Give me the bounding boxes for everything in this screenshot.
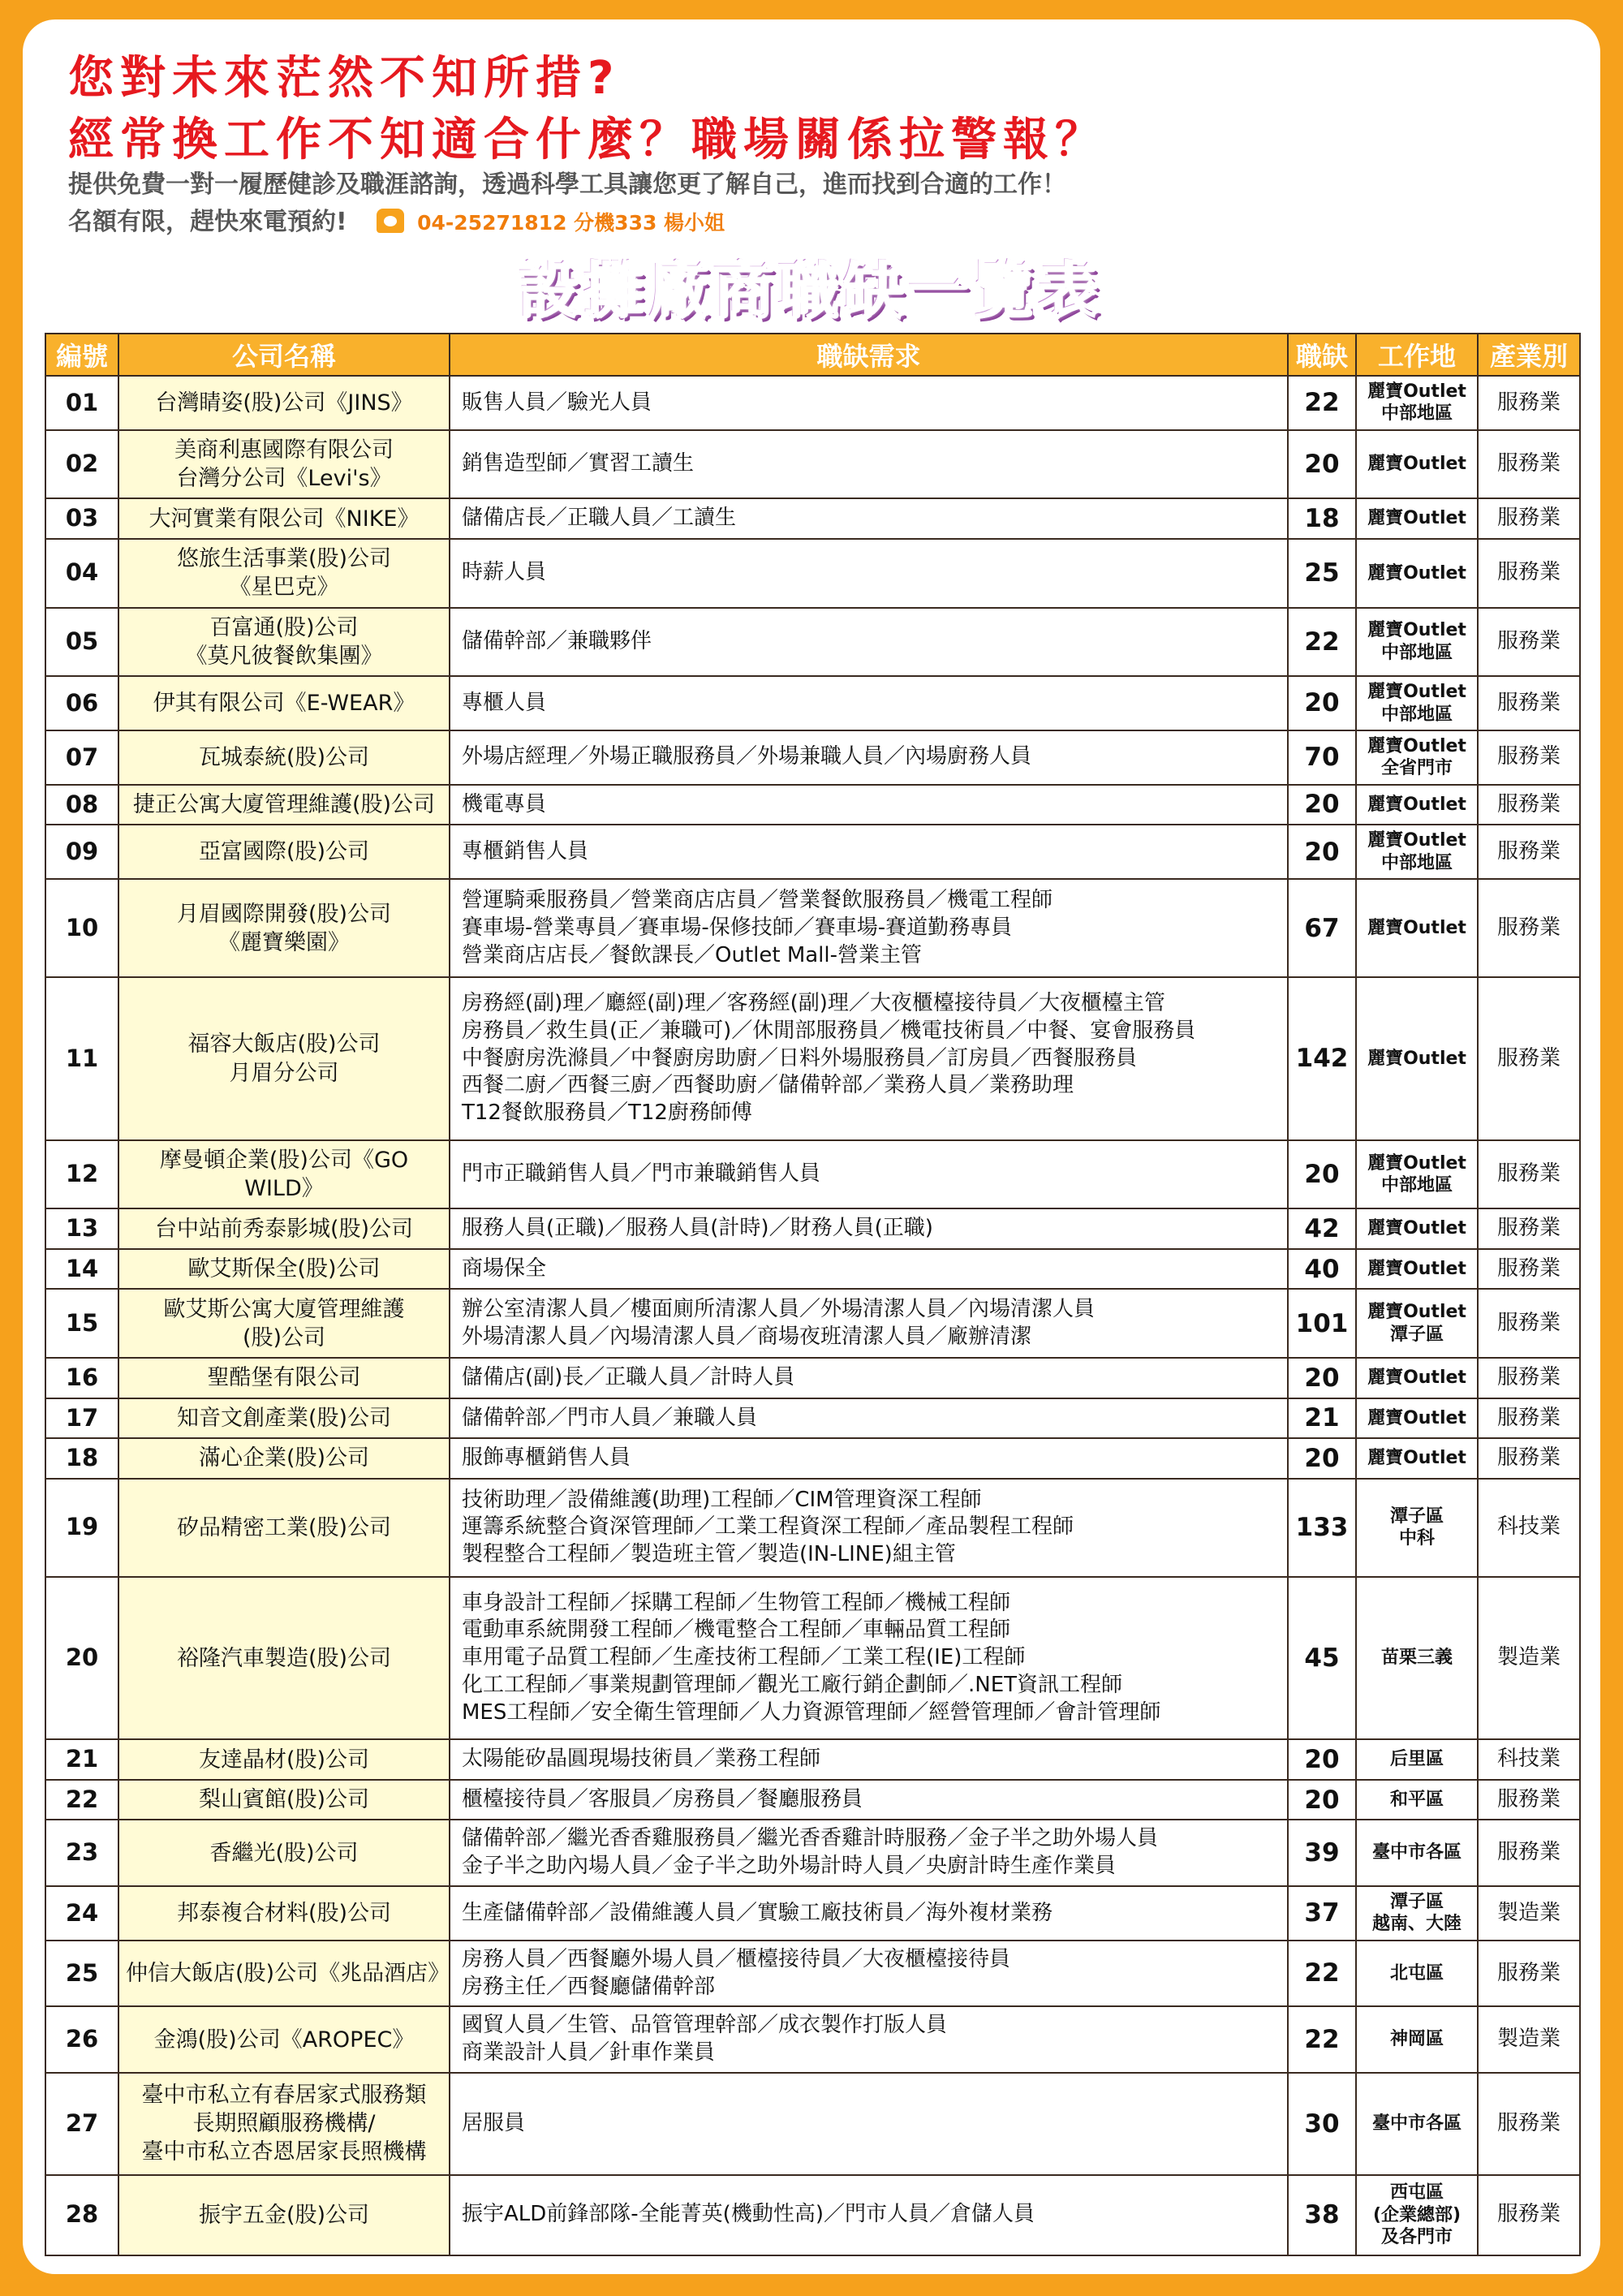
company-name xyxy=(118,676,450,730)
job-line: 商業設計人員／針車作業員 xyxy=(462,2040,716,2066)
table-row xyxy=(45,1820,1580,1886)
job-line: 專櫃銷售人員 xyxy=(462,838,589,864)
work-location: 麗寶Outlet xyxy=(1356,977,1478,1139)
table-row xyxy=(45,2006,1580,2073)
job-line: 儲備店(副)長／正職人員／計時人員 xyxy=(462,1364,795,1389)
industry: 服務業 xyxy=(1478,1289,1580,1358)
job-line: 銷售造型師／實習工讀生 xyxy=(462,451,695,476)
headline-line-2: 經常換工作不知適合什麼？職場關係拉警報？ xyxy=(68,114,1107,166)
table-row xyxy=(45,1289,1580,1358)
job-requirements xyxy=(450,498,1288,539)
industry: 服務業 xyxy=(1478,1398,1580,1439)
job-line: 房務主任／西餐廳儲備幹部 xyxy=(462,1974,716,1999)
vacancy-count: 20 xyxy=(1288,785,1356,825)
company-name xyxy=(118,608,450,677)
row-number: 14 xyxy=(45,1249,118,1290)
vacancy-count: 70 xyxy=(1288,730,1356,785)
job-line: 生產儲備幹部／設備維護人員／實驗工廠技術員／海外複材業務 xyxy=(462,1900,1053,1925)
row-number: 22 xyxy=(45,1780,118,1820)
vacancy-count: 25 xyxy=(1288,539,1356,608)
table-row xyxy=(45,1358,1580,1398)
job-line: 專櫃人員 xyxy=(462,690,547,715)
table-row xyxy=(45,1886,1580,1941)
job-line: 居服員 xyxy=(462,2110,526,2135)
vacancy-count: 39 xyxy=(1288,1820,1356,1886)
industry: 服務業 xyxy=(1478,1438,1580,1479)
table-title: 設攤廠商職缺一覽表 xyxy=(519,256,1104,326)
job-line: 運籌系統整合資深管理師／工業工程資深工程師／產品製程工程師 xyxy=(462,1514,1074,1540)
work-location: 西屯區 (企業總部) 及各門市 xyxy=(1356,2175,1478,2255)
vacancy-count: 20 xyxy=(1288,1780,1356,1820)
vacancy-count: 20 xyxy=(1288,676,1356,730)
company-name xyxy=(118,879,450,977)
row-number: 05 xyxy=(45,608,118,677)
column-header-count: 職缺 xyxy=(1288,334,1356,376)
job-requirements xyxy=(450,730,1288,785)
row-number: 16 xyxy=(45,1358,118,1398)
vacancy-count: 22 xyxy=(1288,2006,1356,2073)
work-location: 麗寶Outlet 中部地區 xyxy=(1356,376,1478,430)
job-requirements xyxy=(450,1358,1288,1398)
work-location: 麗寶Outlet xyxy=(1356,430,1478,499)
vacancy-count: 20 xyxy=(1288,1739,1356,1780)
vacancy-count: 20 xyxy=(1288,1140,1356,1209)
company-name xyxy=(118,2006,450,2073)
row-number: 20 xyxy=(45,1577,118,1739)
company-name xyxy=(118,2175,450,2255)
industry: 服務業 xyxy=(1478,785,1580,825)
company-name-line: 《莫凡彼餐飲集團》 xyxy=(185,643,383,669)
work-location: 麗寶Outlet 中部地區 xyxy=(1356,608,1478,677)
work-location: 潭子區 中科 xyxy=(1356,1479,1478,1577)
company-name xyxy=(118,1249,450,1290)
job-line: 商場保全 xyxy=(462,1256,547,1281)
vacancy-count: 21 xyxy=(1288,1398,1356,1439)
job-line: 國貿人員／生管、品管管理幹部／成衣製作打版人員 xyxy=(462,2013,948,2038)
company-name xyxy=(118,785,450,825)
industry: 服務業 xyxy=(1478,539,1580,608)
company-name-line: 月眉分公司 xyxy=(229,1060,339,1086)
work-location: 麗寶Outlet 中部地區 xyxy=(1356,825,1478,879)
table-row xyxy=(45,1249,1580,1290)
job-requirements xyxy=(450,1479,1288,1577)
industry: 服務業 xyxy=(1478,730,1580,785)
table-row xyxy=(45,1208,1580,1249)
vacancy-count: 133 xyxy=(1288,1479,1356,1577)
job-line: 服飾專櫃銷售人員 xyxy=(462,1445,631,1471)
vacancy-count: 22 xyxy=(1288,376,1356,430)
job-requirements xyxy=(450,977,1288,1139)
company-name-line: 瓦城泰統(股)公司 xyxy=(198,744,370,770)
row-number: 07 xyxy=(45,730,118,785)
row-number: 13 xyxy=(45,1208,118,1249)
column-header-industry: 產業別 xyxy=(1478,334,1580,376)
job-requirements xyxy=(450,1820,1288,1886)
work-location: 麗寶Outlet xyxy=(1356,1398,1478,1439)
vacancy-count: 67 xyxy=(1288,879,1356,977)
table-row xyxy=(45,430,1580,499)
row-number: 11 xyxy=(45,977,118,1139)
company-name-line: 歐艾斯公寓大廈管理維護 xyxy=(163,1296,405,1322)
company-name-line: 矽品精密工業(股)公司 xyxy=(176,1514,392,1540)
job-line: 營業商店店長／餐飲課長／Outlet Mall-營業主管 xyxy=(462,942,923,967)
vacancy-count: 20 xyxy=(1288,430,1356,499)
job-requirements xyxy=(450,539,1288,608)
industry: 服務業 xyxy=(1478,879,1580,977)
job-line: 太陽能矽晶圓現場技術員／業務工程師 xyxy=(462,1747,821,1772)
table-row xyxy=(45,1941,1580,2007)
company-name-line: 《星巴克》 xyxy=(229,575,339,601)
work-location: 麗寶Outlet xyxy=(1356,1438,1478,1479)
job-requirements xyxy=(450,430,1288,499)
job-requirements xyxy=(450,2006,1288,2073)
company-name xyxy=(118,1820,450,1886)
table-row xyxy=(45,2073,1580,2175)
job-line: 房務經(副)理／廳經(副)理／客務經(副)理／大夜櫃檯接待員／大夜櫃檯主管 xyxy=(462,991,1165,1016)
work-location: 麗寶Outlet xyxy=(1356,539,1478,608)
phone-contact[interactable] xyxy=(377,211,725,235)
table-row xyxy=(45,676,1580,730)
company-name xyxy=(118,1208,450,1249)
job-line: 技術助理／設備維護(助理)工程師／CIM管理資深工程師 xyxy=(462,1487,982,1512)
industry: 製造業 xyxy=(1478,1886,1580,1941)
company-name-line: 歐艾斯保全(股)公司 xyxy=(187,1256,381,1282)
company-name-line: 台中站前秀泰影城(股)公司 xyxy=(154,1216,414,1242)
row-number: 01 xyxy=(45,376,118,430)
industry: 服務業 xyxy=(1478,1941,1580,2007)
table-row xyxy=(45,825,1580,879)
column-header-number: 編號 xyxy=(45,334,118,376)
table-row xyxy=(45,376,1580,430)
row-number: 25 xyxy=(45,1941,118,2007)
company-name xyxy=(118,1479,450,1577)
company-name-line: 摩曼頓企業(股)公司《GO WILD》 xyxy=(159,1147,409,1202)
industry: 科技業 xyxy=(1478,1739,1580,1780)
industry: 服務業 xyxy=(1478,376,1580,430)
job-line: 儲備店長／正職人員／工讀生 xyxy=(462,506,737,531)
job-requirements xyxy=(450,1208,1288,1249)
job-requirements xyxy=(450,1941,1288,2007)
vacancy-count: 101 xyxy=(1288,1289,1356,1358)
company-name xyxy=(118,1780,450,1820)
company-name-line: 臺中市私立杏恩居家長照機構 xyxy=(141,2139,427,2165)
phone-icon xyxy=(377,209,404,233)
row-number: 09 xyxy=(45,825,118,879)
job-requirements xyxy=(450,376,1288,430)
row-number: 10 xyxy=(45,879,118,977)
job-requirements xyxy=(450,1140,1288,1209)
table-row xyxy=(45,1739,1580,1780)
row-number: 02 xyxy=(45,430,118,499)
job-line: 金子半之助內場人員／金子半之助外場計時人員／央廚計時生產作業員 xyxy=(462,1854,1117,1879)
job-line: 房務員／救生員(正／兼職可)／休閒部服務員／機電技術員／中餐、宴會服務員 xyxy=(462,1018,1196,1043)
work-location: 和平區 xyxy=(1356,1780,1478,1820)
company-name-line: 大河實業有限公司《NIKE》 xyxy=(149,506,420,532)
row-number: 18 xyxy=(45,1438,118,1479)
headline-line-1: 您對未來茫然不知所措? xyxy=(68,52,621,105)
vacancy-count: 42 xyxy=(1288,1208,1356,1249)
job-line: 化工工程師／事業規劃管理師／觀光工廠行銷企劃師／.NET資訊工程師 xyxy=(462,1673,1123,1698)
industry: 服務業 xyxy=(1478,608,1580,677)
company-name xyxy=(118,1438,450,1479)
job-line: 門市正職銷售人員／門市兼職銷售人員 xyxy=(462,1161,821,1187)
company-name xyxy=(118,376,450,430)
company-name xyxy=(118,2073,450,2175)
industry: 服務業 xyxy=(1478,2175,1580,2255)
work-location: 潭子區 越南、大陸 xyxy=(1356,1886,1478,1941)
work-location: 麗寶Outlet xyxy=(1356,1249,1478,1290)
table-row xyxy=(45,1438,1580,1479)
table-row xyxy=(45,608,1580,677)
job-requirements xyxy=(450,1289,1288,1358)
job-requirements xyxy=(450,785,1288,825)
company-name-line: 滿心企業(股)公司 xyxy=(198,1445,370,1471)
industry: 服務業 xyxy=(1478,977,1580,1139)
company-name-line: 捷正公寓大廈管理維護(股)公司 xyxy=(132,792,436,818)
table-row xyxy=(45,730,1580,785)
work-location: 麗寶Outlet xyxy=(1356,498,1478,539)
job-line: 服務人員(正職)／服務人員(計時)／財務人員(正職) xyxy=(462,1216,933,1241)
company-name-line: 金鴻(股)公司《AROPEC》 xyxy=(153,2027,415,2053)
job-line: 西餐二廚／西餐三廚／西餐助廚／儲備幹部／業務人員／業務助理 xyxy=(462,1073,1074,1098)
row-number: 03 xyxy=(45,498,118,539)
company-name-line: 悠旅生活事業(股)公司 xyxy=(176,546,392,572)
vacancy-count: 22 xyxy=(1288,608,1356,677)
company-name xyxy=(118,977,450,1139)
company-name-line: 振宇五金(股)公司 xyxy=(198,2202,370,2228)
work-location: 麗寶Outlet xyxy=(1356,1358,1478,1398)
company-name-line: 福容大飯店(股)公司 xyxy=(187,1032,381,1058)
job-line: 販售人員／驗光人員 xyxy=(462,390,652,415)
column-header-company: 公司名稱 xyxy=(118,334,450,376)
column-header-jobs: 職缺需求 xyxy=(450,334,1288,376)
company-name-line: (股)公司 xyxy=(242,1325,326,1350)
job-requirements xyxy=(450,676,1288,730)
job-line: 車身設計工程師／採購工程師／生物管工程師／機械工程師 xyxy=(462,1590,1011,1615)
service-description: 提供免費一對一履歷健診及職涯諮詢，透過科學工具讓您更了解自己，進而找到合適的工作！ xyxy=(68,170,1066,199)
job-requirements xyxy=(450,825,1288,879)
company-name-line: 臺中市私立有春居家式服務類 xyxy=(141,2083,427,2109)
row-number: 27 xyxy=(45,2073,118,2175)
company-name-line: 台灣睛姿(股)公司《JINS》 xyxy=(155,390,413,416)
vacancy-count: 20 xyxy=(1288,1438,1356,1479)
job-vacancy-table xyxy=(45,333,1581,2256)
row-number: 19 xyxy=(45,1479,118,1577)
industry: 服務業 xyxy=(1478,1249,1580,1290)
company-name xyxy=(118,1289,450,1358)
company-name-line: 知音文創產業(股)公司 xyxy=(176,1405,392,1431)
work-location: 神岡區 xyxy=(1356,2006,1478,2073)
row-number: 28 xyxy=(45,2175,118,2255)
company-name xyxy=(118,825,450,879)
job-line: 時薪人員 xyxy=(462,560,547,585)
company-name xyxy=(118,1739,450,1780)
company-name-line: 百富通(股)公司 xyxy=(209,614,359,640)
vacancy-count: 37 xyxy=(1288,1886,1356,1941)
column-header-location: 工作地 xyxy=(1356,334,1478,376)
company-name-line: 長期照顧服務機構/ xyxy=(192,2111,376,2137)
booking-note: 名額有限，趕快來電預約! xyxy=(68,208,347,236)
job-line: 外場店經理／外場正職服務員／外場兼職人員／內場廚務人員 xyxy=(462,744,1032,769)
industry: 服務業 xyxy=(1478,498,1580,539)
phone-number: 04-25271812 分機333 楊小姐 xyxy=(417,211,725,235)
company-name-line: 月眉國際開發(股)公司 xyxy=(176,901,392,927)
work-location: 麗寶Outlet 潭子區 xyxy=(1356,1289,1478,1358)
table-row xyxy=(45,2175,1580,2255)
company-name xyxy=(118,1398,450,1439)
vacancy-count: 20 xyxy=(1288,1358,1356,1398)
work-location: 麗寶Outlet 中部地區 xyxy=(1356,1140,1478,1209)
company-name-line: 仲信大飯店(股)公司《兆品酒店》 xyxy=(126,1961,450,1987)
table-row xyxy=(45,1577,1580,1739)
work-location: 苗栗三義 xyxy=(1356,1577,1478,1739)
company-name-line: 亞富國際(股)公司 xyxy=(198,839,370,865)
job-requirements xyxy=(450,2073,1288,2175)
job-line: 中餐廚房洗滌員／中餐廚房助廚／日料外場服務員／訂房員／西餐服務員 xyxy=(462,1045,1138,1070)
row-number: 04 xyxy=(45,539,118,608)
vacancy-count: 45 xyxy=(1288,1577,1356,1739)
work-location: 臺中市各區 xyxy=(1356,2073,1478,2175)
vacancy-count: 142 xyxy=(1288,977,1356,1139)
row-number: 17 xyxy=(45,1398,118,1439)
table-row xyxy=(45,977,1580,1139)
company-name xyxy=(118,498,450,539)
company-name xyxy=(118,539,450,608)
job-requirements xyxy=(450,879,1288,977)
row-number: 15 xyxy=(45,1289,118,1358)
industry: 製造業 xyxy=(1478,2006,1580,2073)
company-name-line: 裕隆汽車製造(股)公司 xyxy=(176,1645,392,1671)
industry: 服務業 xyxy=(1478,430,1580,499)
table-row xyxy=(45,1780,1580,1820)
table-row xyxy=(45,539,1580,608)
table-row xyxy=(45,1398,1580,1439)
work-location: 麗寶Outlet xyxy=(1356,785,1478,825)
work-location: 麗寶Outlet xyxy=(1356,1208,1478,1249)
job-line: 櫃檯接待員／客服員／房務員／餐廳服務員 xyxy=(462,1786,863,1811)
job-requirements xyxy=(450,1780,1288,1820)
company-name-line: 伊其有限公司《E-WEAR》 xyxy=(153,691,415,717)
work-location: 臺中市各區 xyxy=(1356,1820,1478,1886)
job-line: 儲備幹部／兼職夥伴 xyxy=(462,628,652,653)
vacancy-count: 20 xyxy=(1288,825,1356,879)
job-requirements xyxy=(450,1577,1288,1739)
table-row xyxy=(45,879,1580,977)
row-number: 06 xyxy=(45,676,118,730)
job-requirements xyxy=(450,1249,1288,1290)
company-name-line: 友達晶材(股)公司 xyxy=(198,1747,370,1773)
company-name-line: 台灣分公司《Levi's》 xyxy=(176,466,392,492)
company-name xyxy=(118,1140,450,1209)
company-name xyxy=(118,1577,450,1739)
job-line: 儲備幹部／繼光香香雞服務員／繼光香香雞計時服務／金子半之助外場人員 xyxy=(462,1826,1159,1851)
job-requirements xyxy=(450,1886,1288,1941)
job-line: MES工程師／安全衛生管理師／人力資源管理師／經營管理師／會計管理師 xyxy=(462,1699,1161,1725)
row-number: 08 xyxy=(45,785,118,825)
job-requirements xyxy=(450,1438,1288,1479)
company-name-line: 梨山賓館(股)公司 xyxy=(198,1787,370,1813)
job-line: 賽車場-營業專員／賽車場-保修技師／賽車場-賽道勤務專員 xyxy=(462,915,1013,940)
vacancy-count: 30 xyxy=(1288,2073,1356,2175)
job-requirements xyxy=(450,608,1288,677)
vacancy-count: 22 xyxy=(1288,1941,1356,2007)
table-row xyxy=(45,1479,1580,1577)
company-name xyxy=(118,430,450,499)
vacancy-count: 40 xyxy=(1288,1249,1356,1290)
job-line: 機電專員 xyxy=(462,791,547,816)
industry: 服務業 xyxy=(1478,1358,1580,1398)
job-requirements xyxy=(450,1739,1288,1780)
company-name-line: 邦泰複合材料(股)公司 xyxy=(176,1900,392,1926)
work-location: 北屯區 xyxy=(1356,1941,1478,2007)
company-name xyxy=(118,1941,450,2007)
industry: 服務業 xyxy=(1478,676,1580,730)
job-line: 營運騎乘服務員／營業商店店員／營業餐飲服務員／機電工程師 xyxy=(462,888,1053,913)
job-requirements xyxy=(450,1398,1288,1439)
vacancy-count: 38 xyxy=(1288,2175,1356,2255)
job-line: 外場清潔人員／內場清潔人員／商場夜班清潔人員／廠辦清潔 xyxy=(462,1324,1032,1349)
work-location: 麗寶Outlet 全省門市 xyxy=(1356,730,1478,785)
row-number: 21 xyxy=(45,1739,118,1780)
company-name-line: 聖酷堡有限公司 xyxy=(207,1365,361,1391)
job-line: T12餐飲服務員／T12廚務師傅 xyxy=(462,1101,752,1126)
industry: 服務業 xyxy=(1478,1780,1580,1820)
job-line: 製程整合工程師／製造班主管／製造(IN-LINE)組主管 xyxy=(462,1542,956,1567)
job-line: 車用電子品質工程師／生產技術工程師／工業工程(IE)工程師 xyxy=(462,1645,1026,1670)
table-row xyxy=(45,1140,1580,1209)
row-number: 12 xyxy=(45,1140,118,1209)
work-location: 麗寶Outlet 中部地區 xyxy=(1356,676,1478,730)
vacancy-count: 18 xyxy=(1288,498,1356,539)
company-name-line: 美商利惠國際有限公司 xyxy=(174,437,394,463)
row-number: 24 xyxy=(45,1886,118,1941)
job-line: 辦公室清潔人員／樓面廁所清潔人員／外場清潔人員／內場清潔人員 xyxy=(462,1296,1096,1321)
industry: 科技業 xyxy=(1478,1479,1580,1577)
industry: 製造業 xyxy=(1478,1577,1580,1739)
work-location: 麗寶Outlet xyxy=(1356,879,1478,977)
table-header-row xyxy=(45,334,1580,376)
work-location: 后里區 xyxy=(1356,1739,1478,1780)
booking-line xyxy=(68,201,725,237)
industry: 服務業 xyxy=(1478,1820,1580,1886)
row-number: 26 xyxy=(45,2006,118,2073)
company-name-line: 《麗寶樂園》 xyxy=(218,929,350,955)
company-name xyxy=(118,1358,450,1398)
table-row xyxy=(45,785,1580,825)
industry: 服務業 xyxy=(1478,1208,1580,1249)
industry: 服務業 xyxy=(1478,825,1580,879)
job-requirements xyxy=(450,2175,1288,2255)
job-line: 振宇ALD前鋒部隊-全能菁英(機動性高)／門市人員／倉儲人員 xyxy=(462,2202,1035,2227)
industry: 服務業 xyxy=(1478,2073,1580,2175)
row-number: 23 xyxy=(45,1820,118,1886)
job-line: 房務人員／西餐廳外場人員／櫃檯接待員／大夜櫃檯接待員 xyxy=(462,1946,1011,1971)
company-name xyxy=(118,730,450,785)
job-line: 電動車系統開發工程師／機電整合工程師／車輛品質工程師 xyxy=(462,1618,1011,1643)
industry: 服務業 xyxy=(1478,1140,1580,1209)
job-line: 儲備幹部／門市人員／兼職人員 xyxy=(462,1405,758,1430)
table-row xyxy=(45,498,1580,539)
company-name xyxy=(118,1886,450,1941)
company-name-line: 香繼光(股)公司 xyxy=(209,1840,359,1866)
